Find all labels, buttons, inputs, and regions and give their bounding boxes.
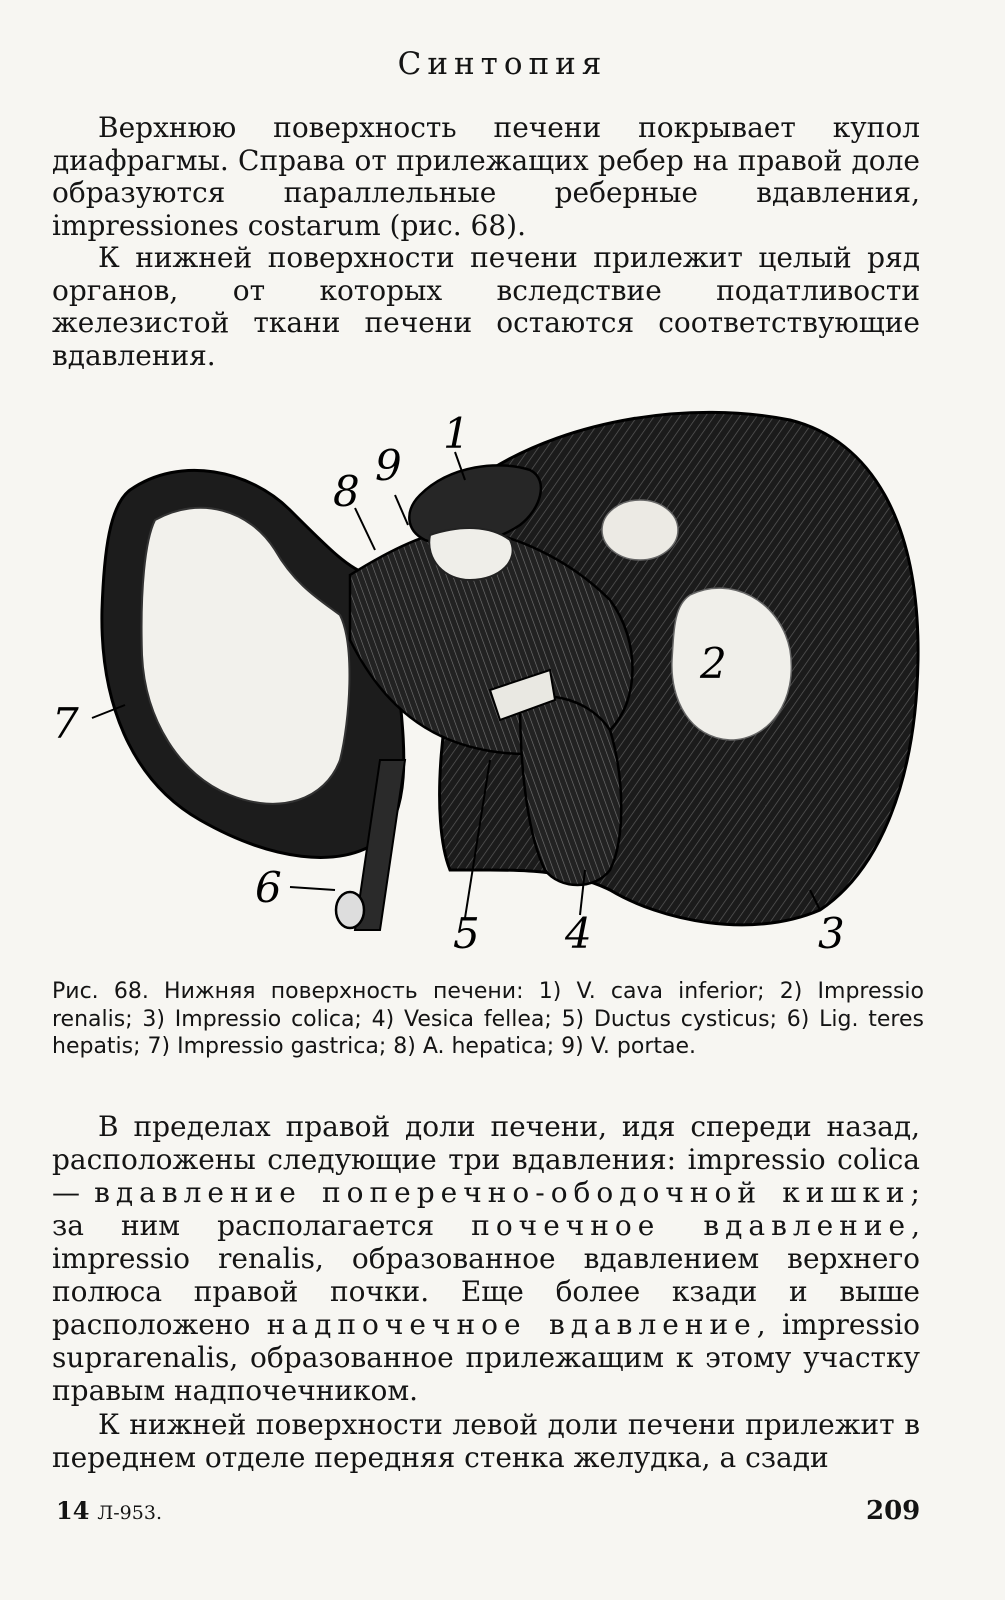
page-number: 209 [866, 1496, 921, 1526]
print-code: Л-953. [97, 1502, 162, 1524]
figure-label-4: 4 [565, 909, 592, 958]
paragraph-lower-surface [52, 242, 920, 372]
figure-label-6: 6 [255, 863, 282, 912]
figure-label-8: 8 [333, 467, 360, 516]
figure-label-2: 2 [700, 639, 727, 688]
paragraph-text: К нижней поверхности печени прилежит целый ряд органов, от которых вследствие податливости железистой ткани печени остаются соответствующие вдавления. [52, 241, 920, 372]
paragraph-text-g: , impressio suprarenalis, образованное прилежащим к этому участку правым надпочечником. [52, 1308, 920, 1407]
paragraph-text-e: , impressio renalis, образованное вдавлением верхнего полюса правой почки. Еще более кзади и выше расположено [52, 1209, 920, 1341]
liver-illustration [50, 400, 930, 965]
paragraph-text-a: В пределах правой доли печени, идя спереди назад, расположены следующие три вдавления: impressio colica — [52, 1110, 920, 1209]
figure-label-5: 5 [453, 909, 480, 958]
section-heading: Синтопия [397, 46, 608, 82]
round-ligament-end [336, 892, 364, 928]
paragraph-right-lobe [52, 1110, 920, 1407]
spaced-term-suprarenal: надпочечное вдавление [266, 1308, 757, 1341]
figure-label-9: 9 [375, 441, 402, 490]
paragraph-text: Верхнюю поверхность печени покрывает купол диафрагмы. Справа от прилежащих ребер на правой доле образуются параллельные реберные вдавления, impressiones costarum (рис. 68). [52, 111, 920, 242]
spaced-term-renal: почечное вдавление [471, 1209, 912, 1242]
signature-number: 14 [56, 1496, 90, 1525]
paragraph-left-lobe [52, 1408, 920, 1474]
paragraph-text-c: ; за ним располагается [52, 1176, 920, 1242]
paragraph-text: К нижней поверхности левой доли печени прилежит в переднем отделе передняя стенка желудка, а сзади [52, 1408, 920, 1474]
paragraph-upper-surface [52, 112, 920, 242]
suprarenal-impression-shape [602, 500, 678, 560]
figure-label-3: 3 [818, 909, 845, 958]
figure-caption: Рис. 68. Нижняя поверхность печени: 1) V. cava inferior; 2) Impressio renalis; 3) Impressio colica; 4) Vesica fellea; 5) Ductus cysticus; 6) Lig. teres hepatis; 7) Impressio gastrica; 8) A. hepatica; 9) V. portae. [52, 979, 924, 1059]
figure-label-7: 7 [52, 699, 79, 748]
spaced-term-colic: вдавление поперечно-ободочной кишки [94, 1176, 911, 1209]
footer-signature [56, 1496, 162, 1525]
figure-label-1: 1 [443, 409, 470, 458]
